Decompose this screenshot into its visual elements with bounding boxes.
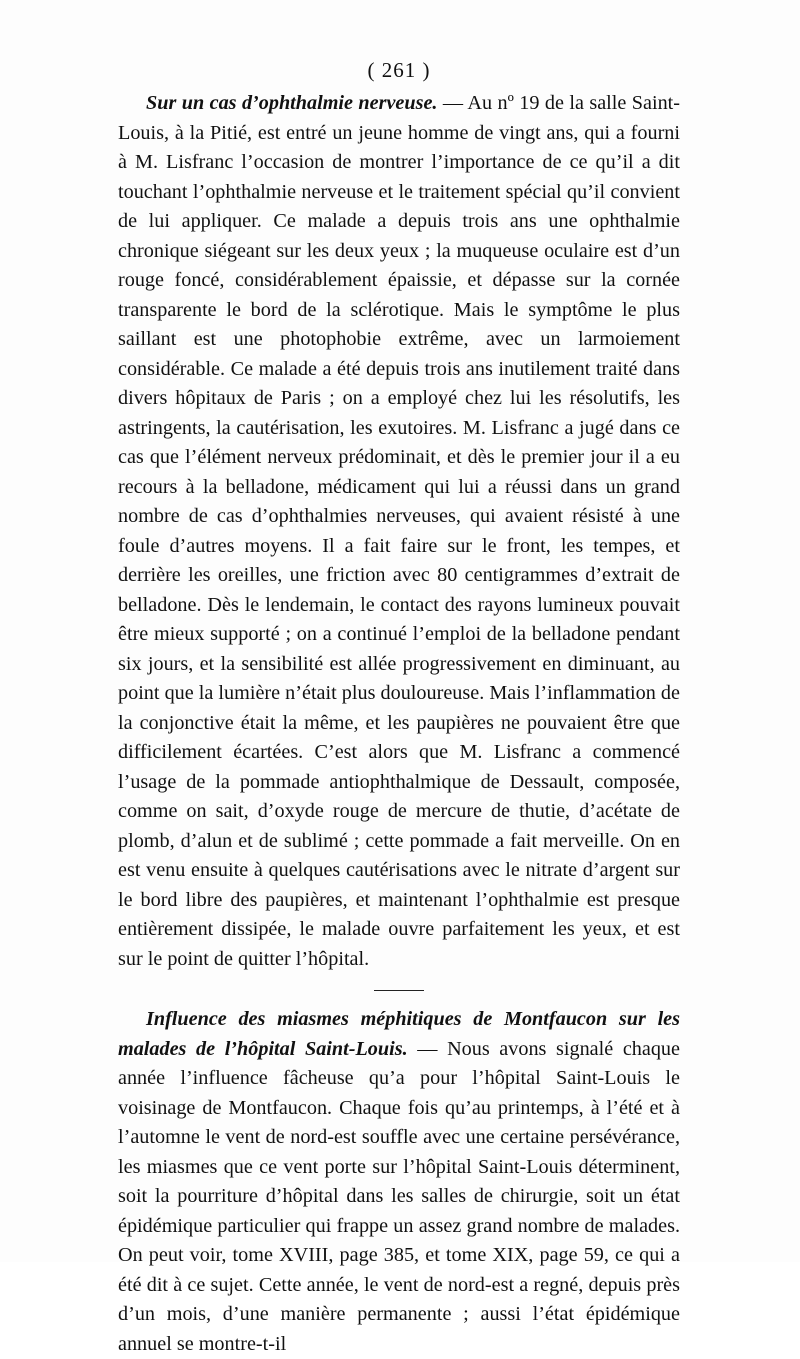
page-content (118, 58, 680, 1359)
article-montfaucon (118, 1005, 680, 1359)
article-ophthalmie-body: — Au nº 19 de la salle Saint-Louis, à la Pitié, est entré un jeune homme de vingt ans, qui a fourni à M. Lisfranc l’occasion de montrer l’importance de ce qu’il a dit touchant l’ophthalmie nerveuse et le traitement spécial qu’il convient de lui appliquer. Ce malade a depuis trois ans une ophthalmie chronique siégeant sur les deux yeux ; la muqueuse oculaire est d’un rouge foncé, considérablement épaissie, et dépasse sur la cornée transparente le bord de la sclérotique. Mais le symptôme le plus saillant est une photophobie extrême, avec un larmoiement considérable. Ce malade a été depuis trois ans inutilement traité dans divers hôpitaux de Paris ; on a employé chez lui les résolutifs, les astringents, la cautérisation, les exutoires. M. Lisfranc a jugé dans ce cas que l’élément nerveux prédominait, et dès le premier jour il a eu recours à la belladone, médicament qui lui a réussi dans un grand nombre de cas d’ophthalmies nerveuses, qui avaient résisté à une foule d’autres moyens. Il a fait faire sur le front, les tempes, et derrière les oreilles, une friction avec 80 centigrammes d’extrait de belladone. Dès le lendemain, le contact des rayons lumineux pouvait être mieux supporté ; on a continué l’emploi de la belladone pendant six jours, et la sensibilité est allée progressivement en diminuant, au point que la lumière n’était plus douloureuse. Mais l’inflammation de la conjonctive était la même, et les paupières ne pouvaient être que difficilement écartées. C’est alors que M. Lisfranc a commencé l’usage de la pommade antiophthalmique de Dessault, composée, comme on sait, d’oxyde rouge de mercure de thutie, d’acétate de plomb, d’alun et de sublimé ; cette pommade a fait merveille. On en est venu ensuite à quelques cautérisations avec le nitrate d’argent sur le bord libre des paupières, et maintenant l’ophthalmie est presque entièrement dissipée, le malade ouvre parfaitement les yeux, et est sur le point de quitter l’hôpital. (118, 92, 681, 970)
article-ophthalmie-title: Sur un cas d’ophthalmie nerveuse. (146, 92, 438, 114)
section-separator (374, 990, 424, 991)
article-montfaucon-title: Influence des miasmes méphitiques de Montfaucon sur les malades de l’hôpital Saint-Louis. (118, 1008, 680, 1060)
article-ophthalmie (118, 89, 680, 974)
page-number: ( 261 ) (367, 58, 431, 82)
article-montfaucon-body: — Nous avons signalé chaque année l’influence fâcheuse qu’a pour l’hôpital Saint-Louis le voisinage de Montfaucon. Chaque fois qu’au printemps, à l’été et à l’automne le vent de nord-est souffle avec une certaine persévérance, les miasmes que ce vent porte sur l’hôpital Saint-Louis déterminent, soit la pourriture d’hôpital dans les salles de chirurgie, soit un état épidémique particulier qui frappe un assez grand nombre de malades. On peut voir, tome XVIII, page 385, et tome XIX, page 59, ce qui a été dit à ce sujet. Cette année, le vent de nord-est a regné, depuis près d’un mois, d’une manière permanente ; aussi l’état épidémique annuel se montre-t-il (118, 1037, 680, 1355)
